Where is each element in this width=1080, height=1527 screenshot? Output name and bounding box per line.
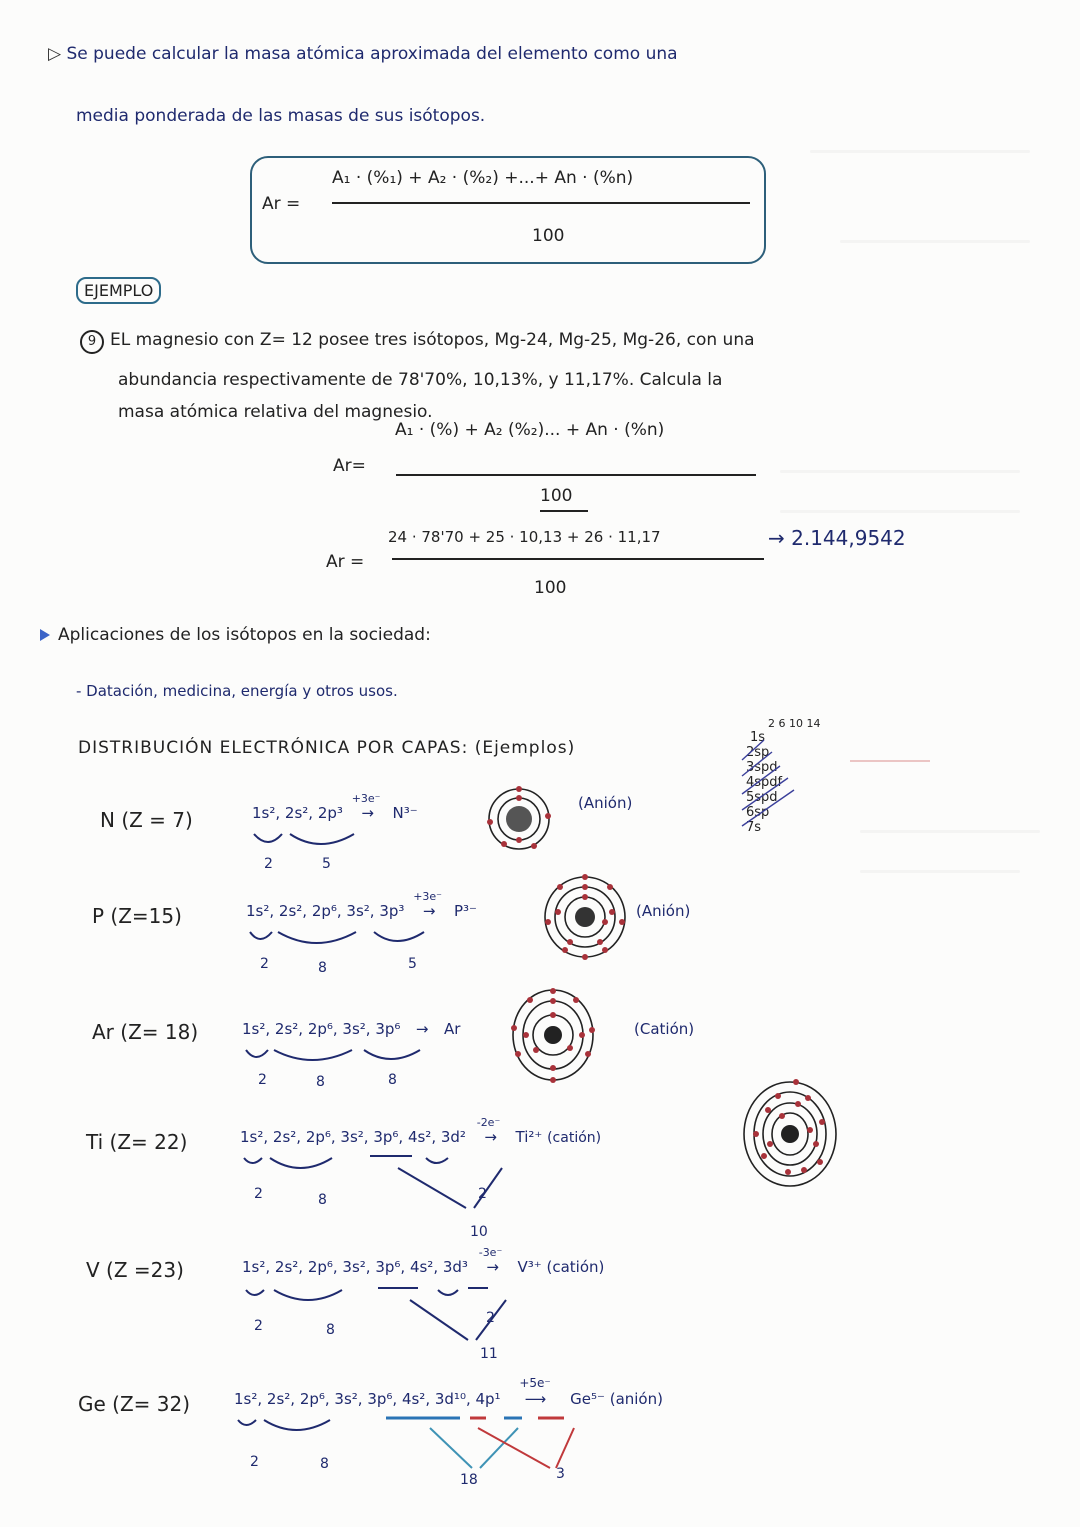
fraction-bar (332, 202, 750, 204)
element-label-p: P (Z=15) (92, 904, 182, 928)
diagram-row: 7s (746, 820, 762, 835)
fraction-bar (396, 474, 756, 476)
example-formula-lhs: Ar= (333, 456, 366, 476)
group-count: 8 (318, 1192, 327, 1208)
example-line-2: abundancia respectivamente de 78'70%, 10,13%, y 11,17%. Calcula la (118, 370, 723, 390)
intro-line-1: ▷ Se puede calcular la masa atómica aproximada del elemento como una (48, 44, 678, 64)
distribution-heading: DISTRIBUCIÓN ELECTRÓNICA POR CAPAS: (Ejemplos) (78, 738, 576, 758)
example-line-1: 9 EL magnesio con Z= 12 posee tres isótopos, Mg-24, Mg-25, Mg-26, con una (80, 330, 755, 354)
fraction-bar (392, 558, 764, 560)
group-count: 2 (254, 1318, 263, 1334)
config-v: 1s², 2s², 2p⁶, 3s², 3p⁶, 4s², 3d³ -3e⁻ → V³⁺ (catión) (242, 1246, 605, 1276)
group-count: 2 (260, 956, 269, 972)
atom-model-ti-icon (740, 1074, 840, 1190)
config-ge: 1s², 2s², 2p⁶, 3s², 3p⁶, 4s², 3d¹⁰, 4p¹ +5e⁻ ⟶ Ge⁵⁻ (anión) (234, 1376, 663, 1408)
formula-denominator: 100 (532, 226, 565, 246)
formula-lhs: Ar = (262, 194, 301, 214)
bleed-through (840, 240, 1030, 243)
element-label-n: N (Z = 7) (100, 808, 193, 832)
grouping-braces (242, 1046, 442, 1070)
element-label-ti: Ti (Z= 22) (86, 1130, 188, 1154)
bleed-through (860, 870, 1020, 873)
group-count: 8 (318, 960, 327, 976)
example-formula-denominator: 100 (540, 486, 573, 506)
group-count: 2 (264, 856, 273, 872)
element-label-ar: Ar (Z= 18) (92, 1020, 199, 1044)
ion-type-ar: (Catión) (634, 1020, 695, 1038)
diagram-row: 6sp (746, 805, 770, 820)
atom-model-n-icon (484, 784, 554, 854)
atom-model-p-icon (540, 872, 630, 962)
applications-heading: Aplicaciones de los isótopos en la sociedad: (40, 625, 431, 645)
diagram-row: 1s (750, 730, 766, 745)
group-count: 5 (408, 956, 417, 972)
diagram-row: 5spd (746, 790, 778, 805)
intro-line-2: media ponderada de las masas de sus isótopos. (76, 106, 486, 126)
group-count: 2 (258, 1072, 267, 1088)
grouping-braces (250, 830, 370, 854)
diagram-row: 2sp (746, 745, 770, 760)
calc-result: → 2.144,9542 (768, 526, 906, 550)
diagram-row: 3spd (746, 760, 778, 775)
grouping-braces (242, 1284, 562, 1344)
config-n: 1s², 2s², 2p³ +3e⁻ → N³⁻ (252, 792, 418, 822)
group-count: 2 (250, 1454, 259, 1470)
calc-numerator: 24 · 78'70 + 25 · 10,13 + 26 · 11,17 (388, 528, 661, 546)
group-count: 8 (316, 1074, 325, 1090)
diagram-row: 4spdf (746, 775, 783, 790)
group-count: 18 (460, 1472, 478, 1488)
group-count: 3 (556, 1466, 565, 1482)
calc-denominator: 100 (534, 578, 567, 598)
group-count: 2 (486, 1310, 495, 1326)
bleed-through (780, 470, 1020, 473)
example-formula-numerator: A₁ · (%) + A₂ (%₂)... + An · (%n) (395, 420, 665, 440)
underline (540, 510, 588, 512)
diagonal-arrows-icon (736, 732, 806, 842)
group-count: 8 (320, 1456, 329, 1472)
element-label-ge: Ge (Z= 32) (78, 1392, 191, 1416)
config-p: 1s², 2s², 2p⁶, 3s², 3p³ +3e⁻ → P³⁻ (246, 890, 477, 920)
config-ar: 1s², 2s², 2p⁶, 3s², 3p⁶ → Ar (242, 1020, 461, 1038)
atom-model-ar-icon (508, 988, 598, 1083)
aufbau-diagram (742, 730, 782, 835)
grouping-braces (234, 1414, 634, 1474)
calc-lhs: Ar = (326, 552, 365, 572)
ion-type-p: (Anión) (636, 902, 691, 920)
grouping-braces (240, 1152, 540, 1212)
applications-item: - Datación, medicina, energía y otros usos. (76, 682, 398, 700)
bleed-through-red (850, 760, 930, 762)
group-count: 10 (470, 1224, 488, 1240)
group-count: 8 (326, 1322, 335, 1338)
example-line-3: masa atómica relativa del magnesio. (118, 402, 433, 422)
group-count: 5 (322, 856, 331, 872)
bleed-through (780, 510, 1020, 513)
example-tag: EJEMPLO (76, 277, 161, 304)
group-count: 2 (478, 1186, 487, 1202)
bleed-through (860, 830, 1040, 833)
exercise-number: 9 (80, 330, 104, 354)
config-ti: 1s², 2s², 2p⁶, 3s², 3p⁶, 4s², 3d² -2e⁻ → Ti²⁺ (catión) (240, 1116, 602, 1146)
grouping-braces (246, 928, 446, 952)
group-count: 11 (480, 1346, 498, 1362)
diagram-header: 2 6 10 14 (768, 717, 821, 730)
group-count: 8 (388, 1072, 397, 1088)
ion-type-n: (Anión) (578, 794, 633, 812)
element-label-v: V (Z =23) (86, 1258, 184, 1282)
bleed-through (810, 150, 1030, 153)
formula-numerator: A₁ · (%₁) + A₂ · (%₂) +...+ An · (%n) (332, 168, 634, 188)
group-count: 2 (254, 1186, 263, 1202)
